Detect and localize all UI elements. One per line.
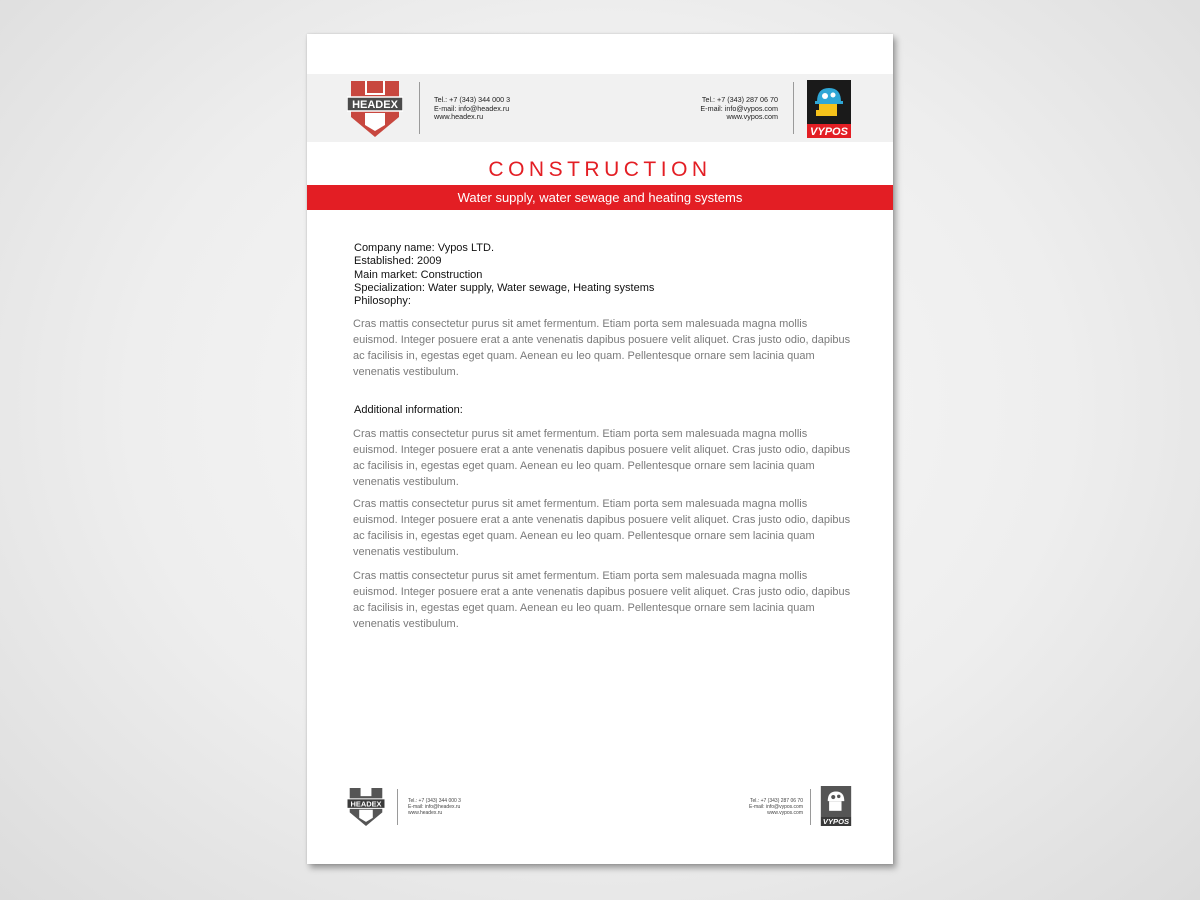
headex-email[interactable]: E-mail: info@headex.ru [434,103,510,113]
page-title: CONSTRUCTION [488,158,712,181]
footer-vypos-logo [820,786,852,826]
footer-headex-contact [408,798,461,817]
footer-vypos-phone: Tel.: +7 (343) 287 06 70 [750,798,803,804]
additional-paragraph-2: Cras mattis consectetur purus sit amet fermentum. Etiam porta sem malesuada magna mollis euismod. Integer posuere erat a ante venenatis dapibus posuere velit aliquet. Cras justo odio, dapibus ac facilisis in, egestas eget quam. Aenean eu leo quam. Pellentesque ornare sem lacinia quam venenatis vestibulum. [353,498,851,558]
footer-vypos-website[interactable]: www.vypos.com [767,810,803,817]
headex-phone: Tel.: +7 (343) 344 000 3 [434,95,511,104]
vypos-phone: Tel.: +7 (343) 287 06 70 [701,95,778,104]
subtitle-bar: Water supply, water sewage and heating systems [307,185,893,210]
philosophy-text: Cras mattis consectetur purus sit amet fermentum. Etiam porta sem malesuada magna mollis euismod. Integer posuere erat a ante venenatis dapibus posuere velit aliquet. Cras justo odio, dapibus ac facilisis in, egestas eget quam. Aenean eu leo quam. Pellentesque ornare sem lacinia quam venenatis vestibulum. [353,318,851,378]
main-market: Main market: Construction [354,268,483,281]
additional-paragraph-3: Cras mattis consectetur purus sit amet fermentum. Etiam porta sem malesuada magna mollis euismod. Integer posuere erat a ante venenatis dapibus posuere velit aliquet. Cras justo odio, dapibus ac facilisis in, egestas eget quam. Aenean eu leo quam. Pellentesque ornare sem lacinia quam venenatis vestibulum. [353,570,851,630]
header-divider-right [793,82,794,134]
footer-vypos-contact [749,798,803,817]
footer-headex-email[interactable]: E-mail: info@headex.ru [408,804,461,811]
footer-divider-left [397,789,398,825]
footer-headex-logo [347,786,385,828]
philosophy-label: Philosophy: [354,295,411,308]
footer-divider-right [810,789,811,825]
vypos-logo-text: VYPOS [810,126,848,138]
footer-vypos-email[interactable]: E-mail: info@vypos.com [749,804,803,811]
additional-paragraph-1: Cras mattis consectetur purus sit amet fermentum. Etiam porta sem malesuada magna mollis euismod. Integer posuere erat a ante venenatis dapibus posuere velit aliquet. Cras justo odio, dapibus ac facilisis in, egestas eget quam. Aenean eu leo quam. Pellentesque ornare sem lacinia quam venenatis vestibulum. [353,428,851,488]
company-info [354,242,854,308]
headex-logo-text: HEADEX [352,99,398,111]
headex-logo [347,79,403,139]
additional-info-heading: Additional information: [354,404,463,416]
footer-headex-logo-text: HEADEX [350,799,382,809]
footer-vypos-logo-text: VYPOS [822,816,850,826]
company-name: Company name: Vypos LTD. [354,242,495,254]
vypos-logo [807,80,851,138]
vypos-contact [700,96,778,122]
vypos-email[interactable]: E-mail: info@vypos.com [700,103,778,113]
vypos-website[interactable]: www.vypos.com [726,112,778,122]
document-page [307,34,893,864]
established: Established: 2009 [354,255,442,268]
header-divider-left [419,82,420,134]
headex-contact [434,96,510,122]
footer-headex-website[interactable]: www.headex.ru [408,810,443,817]
footer-headex-phone: Tel.: +7 (343) 344 000 3 [408,798,461,804]
specialization: Specialization: Water supply, Water sewage, Heating systems [354,281,655,294]
headex-website[interactable]: www.headex.ru [434,112,484,122]
